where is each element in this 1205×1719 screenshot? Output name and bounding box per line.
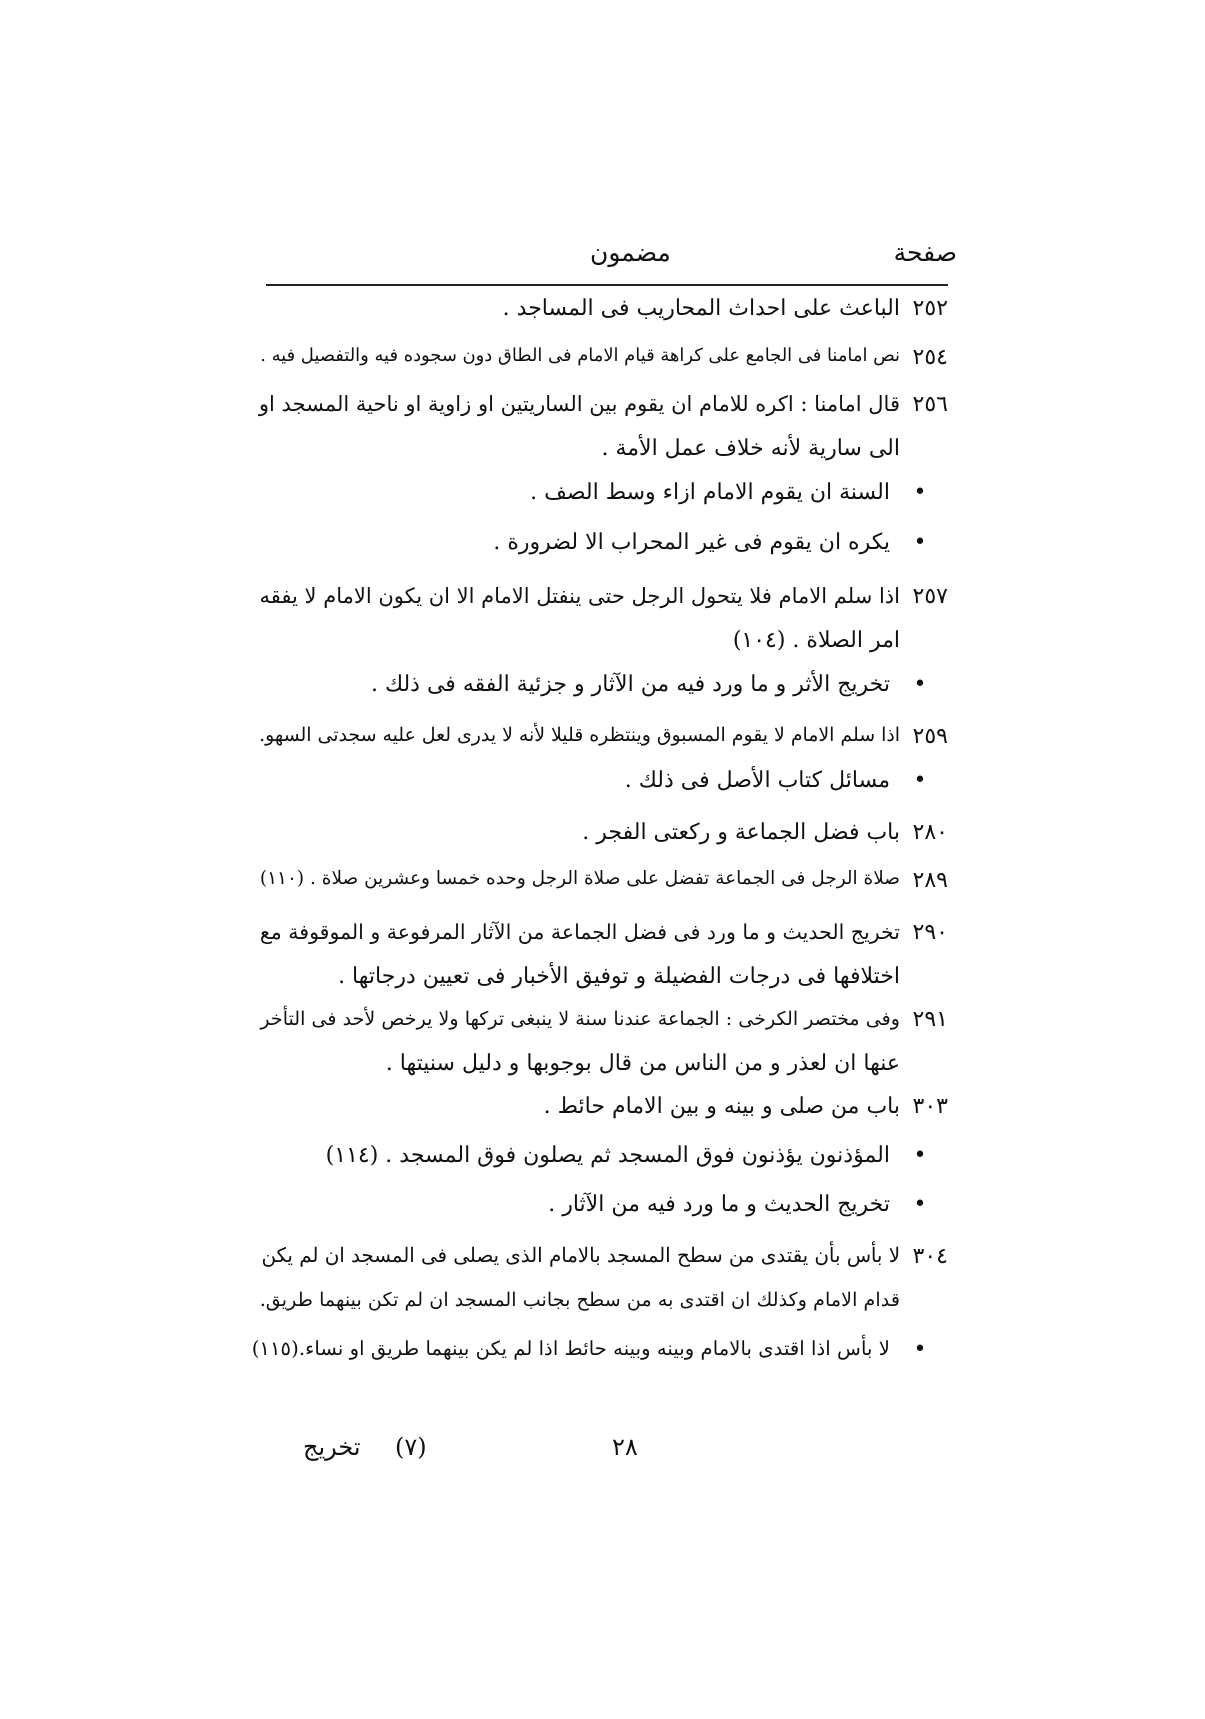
- entry-text-line: قدام الامام وكذلك ان اقتدى به من سطح بجانب المسجد ان لم تكن بينهما طريق.: [259, 1288, 900, 1311]
- entry-text-line: تخريج الأثر و ما ورد فيه من الآثار و جزئية الفقه فى ذلك .: [370, 672, 890, 697]
- entry-text-line: نص امامنا فى الجامع على كراهة قيام الامام فى الطاق دون سجوده فيه والتفصيل فيه .: [260, 345, 900, 366]
- sub-entry: [258, 768, 948, 812]
- entry-page-number: ٢٨٩: [912, 868, 948, 893]
- entry-text-line: الباعث على احداث المحاريب فى المساجد .: [502, 296, 900, 321]
- contents-entry: [258, 392, 948, 480]
- entry-text-line: قال امامنا : اكره للامام ان يقوم بين الساريتين او زاوية او ناحية المسجد او: [258, 392, 900, 416]
- signature-label: تخريج: [303, 1433, 361, 1461]
- entry-text-line: تخريج الحديث و ما ورد فى فضل الجماعة من الآثار المرفوعة و الموقوفة مع: [259, 920, 900, 944]
- entry-text-line: مسائل كتاب الأصل فى ذلك .: [624, 768, 890, 793]
- header-rule: [266, 284, 948, 286]
- bullet-marker: •: [913, 1192, 927, 1217]
- signature-number: (٧): [395, 1433, 427, 1461]
- entry-page-number: ٣٠٣: [912, 1094, 948, 1119]
- sub-entry: [258, 1143, 948, 1187]
- entry-text-line: المؤذنون يؤذنون فوق المسجد ثم يصلون فوق المسجد . (١١٤): [325, 1143, 890, 1168]
- contents-entry: [258, 296, 948, 340]
- bullet-marker: •: [913, 1337, 927, 1362]
- entry-page-number: ٢٥٦: [912, 392, 948, 417]
- entry-page-number: ٢٥٢: [912, 296, 948, 321]
- contents-entry: [258, 820, 948, 864]
- contents-entry: [258, 345, 948, 389]
- page-number: ٢٨: [612, 1433, 638, 1461]
- contents-entry: [258, 584, 948, 672]
- entry-text-line: يكره ان يقوم فى غير المحراب الا لضرورة .: [493, 530, 890, 555]
- contents-entry: [258, 1094, 948, 1138]
- entry-text-line: وفى مختصر الكرخى : الجماعة عندنا سنة لا ينبغى تركها ولا يرخص لأحد فى التأخر: [260, 1007, 900, 1030]
- entry-text-line: امر الصلاة . (١٠٤): [732, 628, 900, 653]
- entry-text-line: باب فضل الجماعة و ركعتى الفجر .: [582, 820, 900, 845]
- entry-text-line: الى سارية لأنه خلاف عمل الأمة .: [601, 436, 900, 461]
- entry-text-line: تخريج الحديث و ما ورد فيه من الآثار .: [548, 1192, 890, 1217]
- entry-text-line: اختلافها فى درجات الفضيلة و توفيق الأخبار فى تعيين درجاتها .: [338, 964, 900, 989]
- entry-page-number: ٢٥٧: [912, 584, 948, 609]
- entry-page-number: ٢٩١: [912, 1007, 948, 1032]
- entry-text-line: لا بأس بأن يقتدى من سطح المسجد بالامام الذى يصلى فى المسجد ان لم يكن: [261, 1244, 900, 1267]
- contents-entry: [258, 1244, 948, 1332]
- bullet-marker: •: [913, 672, 927, 697]
- entry-text-line: عنها ان لعذر و من الناس من قال بوجوبها و دليل سنيتها .: [385, 1051, 900, 1076]
- sub-entry: [258, 530, 948, 574]
- bullet-marker: •: [913, 480, 927, 505]
- entry-text-line: السنة ان يقوم الامام ازاء وسط الصف .: [530, 480, 890, 505]
- bullet-marker: •: [913, 1143, 927, 1168]
- entry-page-number: ٢٩٠: [912, 920, 948, 945]
- bullet-marker: •: [913, 768, 927, 793]
- sub-entry: [258, 480, 948, 524]
- entry-page-number: ٢٥٤: [912, 345, 948, 370]
- entry-page-number: ٢٨٠: [912, 820, 948, 845]
- entry-page-number: ٢٥٩: [912, 724, 948, 749]
- contents-entry: [258, 920, 948, 1008]
- sub-entry: [258, 1192, 948, 1236]
- entry-text-line: باب من صلى و بينه و بين الامام حائط .: [543, 1094, 900, 1119]
- subject-column-header: مضمون: [590, 238, 671, 267]
- contents-entry: [258, 868, 948, 912]
- entry-page-number: ٣٠٤: [912, 1244, 948, 1269]
- entry-text-line: لا بأس اذا اقتدى بالامام وبينه وبينه حائط اذا لم يكن بينهما طريق او نساء.(١١٥): [251, 1337, 890, 1360]
- sub-entry: [251, 1337, 948, 1381]
- entry-text-line: اذا سلم الامام فلا يتحول الرجل حتى ينفتل الامام الا ان يكون الامام لا يفقه: [259, 584, 900, 608]
- entry-text-line: صلاة الرجل فى الجماعة تفضل على صلاة الرجل وحده خمسا وعشرين صلاة . (١١٠): [259, 868, 900, 889]
- contents-entry: [258, 724, 948, 768]
- contents-entry: [258, 1007, 948, 1095]
- entry-text-line: اذا سلم الامام لا يقوم المسبوق وينتظره قليلا لأنه لا يدرى لعل عليه سجدتى السهو.: [259, 724, 900, 746]
- page-column-header: صفحة: [893, 238, 957, 267]
- sub-entry: [258, 672, 948, 716]
- bullet-marker: •: [913, 530, 927, 555]
